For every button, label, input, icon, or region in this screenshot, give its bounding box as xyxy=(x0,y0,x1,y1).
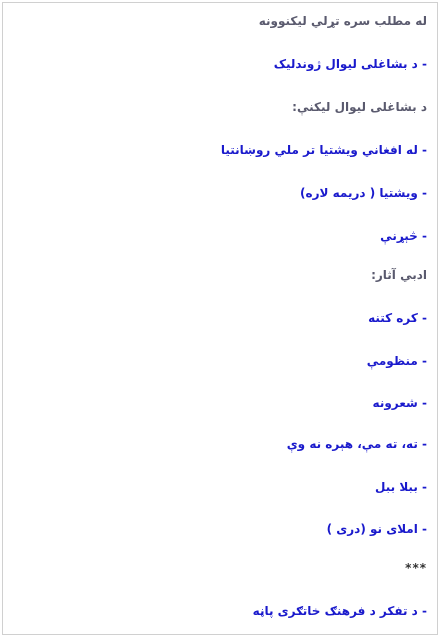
section-header: له مطلب سره تړلي لیکنوونه xyxy=(258,14,427,28)
link-afghan-awakening[interactable]: - له افغاني ویشتیا تر ملي روښانتیا xyxy=(220,143,427,157)
link-poems-verse[interactable]: - منظومې xyxy=(366,354,427,368)
link-poems[interactable]: - شعرونه xyxy=(372,396,427,410)
separator-stars: *** xyxy=(405,561,427,575)
writings-label: د بشاغلی لیوال لیکنې: xyxy=(292,100,427,114)
link-criticism[interactable]: - کره کتنه xyxy=(368,311,427,325)
link-various[interactable]: - ببلا ببل xyxy=(375,480,427,494)
link-culture-page[interactable]: - د تفکر د فرهنګ خاتګری پاڼه xyxy=(252,604,427,618)
related-articles-panel xyxy=(2,2,438,635)
link-biography[interactable]: - د بشاغلی لیوال ژوندلیک xyxy=(273,57,427,71)
link-research[interactable]: - څېړنې xyxy=(380,229,427,243)
link-new-spelling[interactable]: - املای نو (دری ) xyxy=(326,522,427,536)
link-never-forgotten[interactable]: - ته، ته مې، هېره نه وې xyxy=(286,437,427,451)
link-awakening-third-way[interactable]: - ویشتیا ( دریمه لاره) xyxy=(300,186,427,200)
literary-works-label: ادبي آثار: xyxy=(371,268,427,282)
